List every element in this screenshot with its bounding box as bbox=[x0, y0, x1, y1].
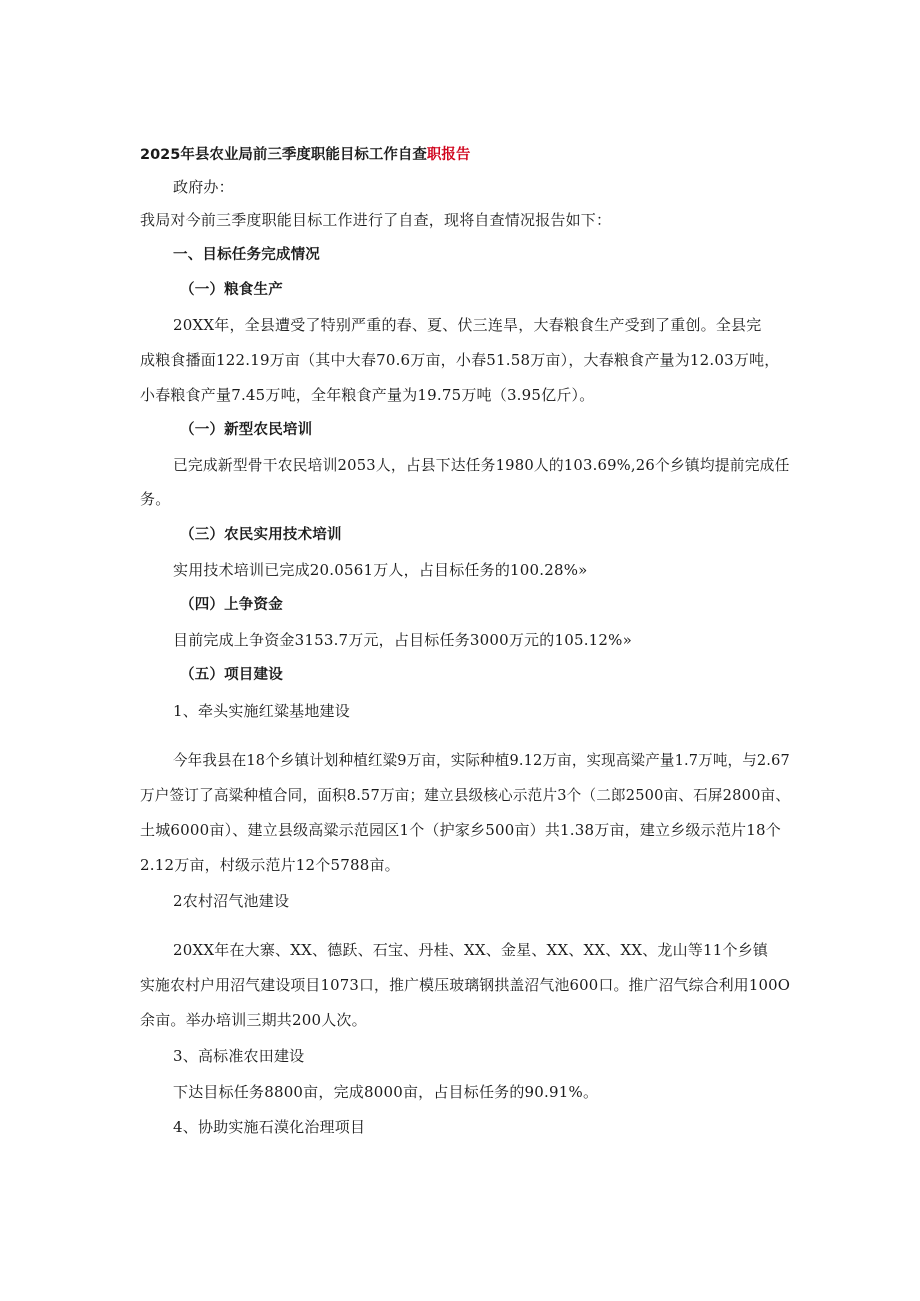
paragraph-line: 成粮食播面122.19万亩（其中大春70.6万亩，小春51.58万亩），大春粮食产量为12.03万吨， bbox=[140, 351, 780, 369]
paragraph-line: 余亩。举办培训三期共200人次。 bbox=[140, 1011, 367, 1029]
item-heading: 3、高标准农田建设 bbox=[173, 1047, 305, 1065]
item-heading: 2农村沼气池建设 bbox=[173, 892, 290, 910]
paragraph-line: 20XX年，全县遭受了特别严重的春、夏、伏三连旱，大春粮食生产受到了重创。全县完 bbox=[173, 316, 762, 334]
addressee: 政府办： bbox=[173, 178, 234, 196]
intro-paragraph: 我局对今前三季度职能目标工作进行了自查，现将自查情况报告如下： bbox=[140, 211, 612, 229]
paragraph-line: 2.12万亩，村级示范片12个5788亩。 bbox=[140, 856, 400, 874]
paragraph-line: 目前完成上争资金3153.7万元，占目标任务3000万元的105.12%» bbox=[173, 631, 632, 649]
item-heading: 4、协助实施石漠化治理项目 bbox=[173, 1118, 366, 1136]
title-highlight: 职报告 bbox=[426, 147, 471, 163]
paragraph-line: 今年我县在18个乡镇计划种植红粱9万亩，实际种植9.12万亩，实现高粱产量1.7万吨，与2.67 bbox=[173, 751, 790, 769]
subsection-heading: （一）粮食生产 bbox=[180, 282, 283, 298]
paragraph-line: 下达目标任务8800亩，完成8000亩，占目标任务的90.91%。 bbox=[173, 1083, 599, 1101]
paragraph-line: 实施农村户用沼气建设项目1073口，推广模压玻璃钢拱盖沼气池600口。推广沼气综合利用100O bbox=[140, 976, 791, 994]
paragraph-line: 20XX年在大寨、XX、德跃、石宝、丹桂、XX、金星、XX、XX、XX、龙山等11个乡镇 bbox=[173, 941, 769, 959]
section-heading: 一、目标任务完成情况 bbox=[173, 247, 320, 263]
paragraph-line: 实用技术培训已完成20.0561万人，占目标任务的100.28%» bbox=[173, 561, 588, 579]
document-title bbox=[140, 145, 470, 165]
subsection-heading: （一）新型农民培训 bbox=[180, 422, 313, 438]
paragraph-line: 土城6000亩）、建立县级高粱示范园区1个（护家乡500亩）共1.38万亩，建立乡级示范片18个 bbox=[140, 821, 781, 839]
paragraph-line: 万户签订了高粱种植合同，面积8.57万亩；建立县级核心示范片3个（二郎2500亩、石屏2800亩、 bbox=[140, 786, 791, 804]
subsection-heading: （四）上争资金 bbox=[180, 597, 283, 613]
paragraph-line: 已完成新型骨干农民培训2053人，占县下达任务1980人的103.69%,26个乡镇均提前完成任 bbox=[173, 456, 790, 474]
paragraph-line: 小春粮食产量7.45万吨，全年粮食产量为19.75万吨（3.95亿斤）。 bbox=[140, 386, 595, 404]
subsection-heading: （三）农民实用技术培训 bbox=[180, 527, 342, 543]
paragraph-line: 务。 bbox=[140, 490, 171, 508]
subsection-heading: （五）项目建设 bbox=[180, 667, 283, 683]
item-heading: 1、牵头实施红粱基地建设 bbox=[173, 702, 350, 720]
title-main: 2025年县农业局前三季度职能目标工作自查 bbox=[140, 147, 427, 163]
